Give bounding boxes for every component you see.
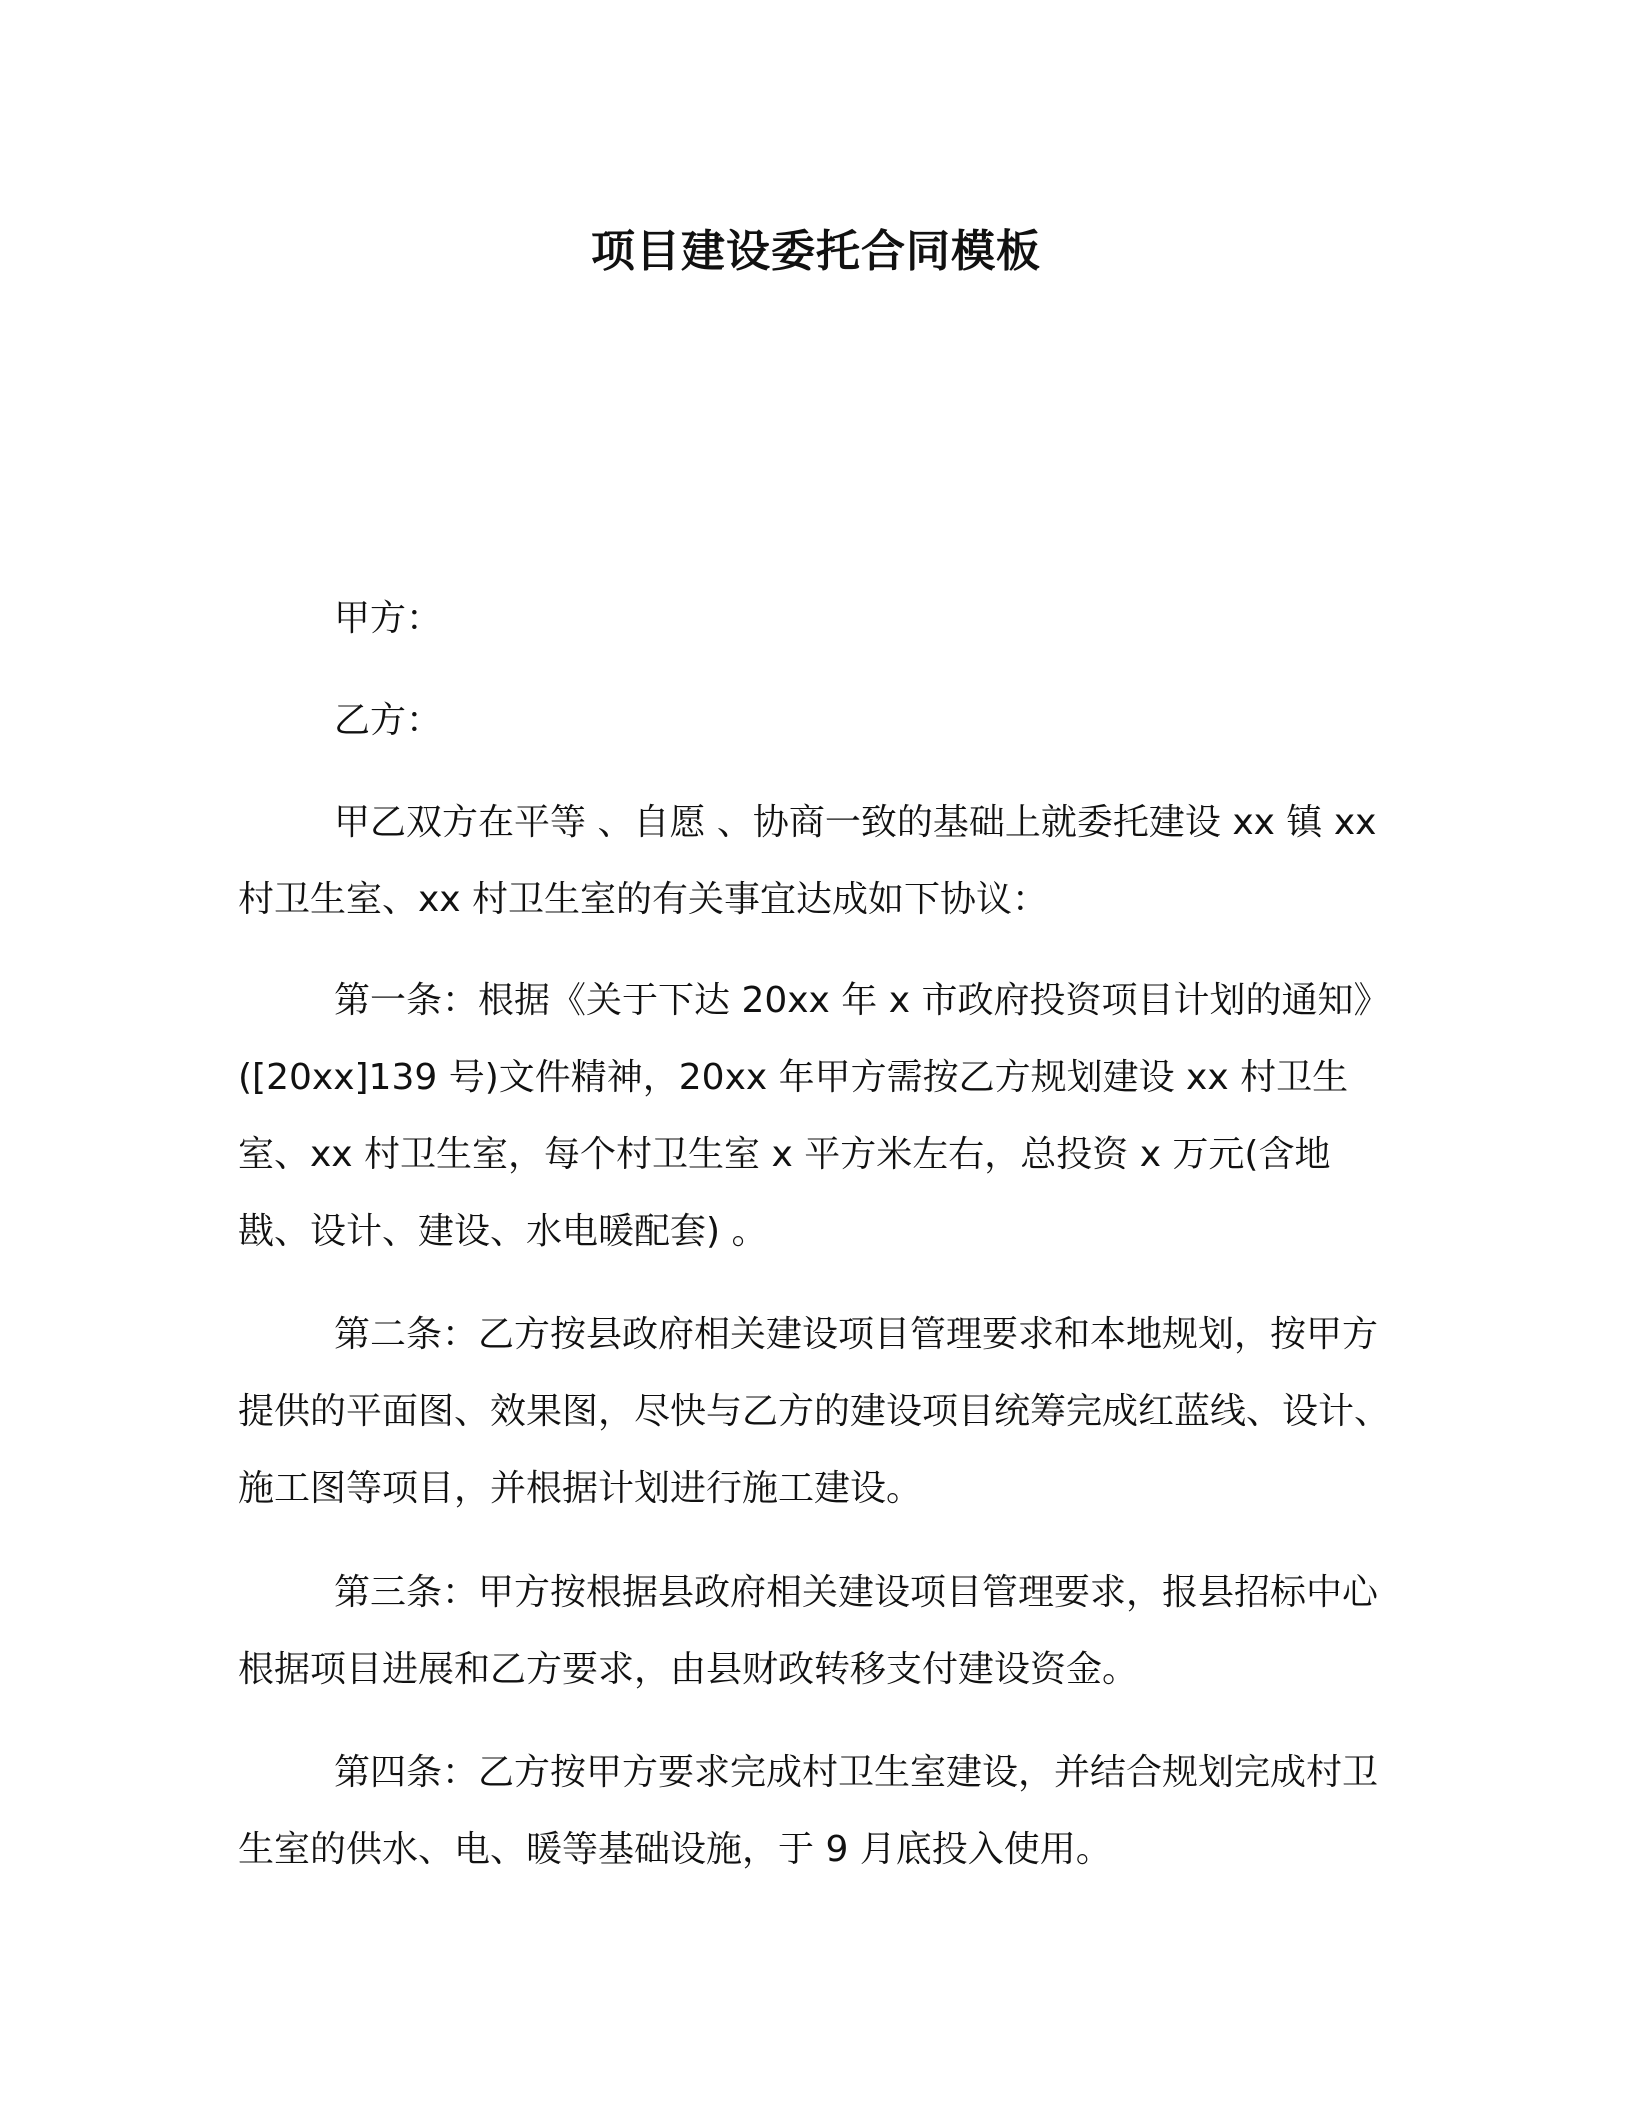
article-4: 第四条：乙方按甲方要求完成村卫生室建设，并结合规划完成村卫生室的供水、电、暖等基础设施，于 9 月底投入使用。 — [238, 1752, 1379, 1870]
party-a-line: 甲方： — [334, 598, 443, 639]
article-1: 第一条：根据《关于下达 20xx 年 x 市政府投资项目计划的通知》([20xx]139 号)文件精神，20xx 年甲方需按乙方规划建设 xx 村卫生室、xx 村卫生室，每个村卫生室 x 平方米左右，总投资 x 万元(含地戡、设计、建设、水电暖配套) 。 — [238, 980, 1390, 1252]
intro-paragraph: 甲乙双方在平等 、自愿 、协商一致的基础上就委托建设 xx 镇 xx 村卫生室、xx 村卫生室的有关事宜达成如下协议： — [238, 802, 1377, 920]
document-title: 项目建设委托合同模板 — [591, 226, 1041, 277]
party-b-line: 乙方： — [334, 700, 443, 741]
article-2: 第二条：乙方按县政府相关建设项目管理要求和本地规划，按甲方提供的平面图、效果图，尽快与乙方的建设项目统筹完成红蓝线、设计、施工图等项目，并根据计划进行施工建设。 — [238, 1314, 1391, 1509]
article-3: 第三条：甲方按根据县政府相关建设项目管理要求，报县招标中心根据项目进展和乙方要求，由县财政转移支付建设资金。 — [238, 1572, 1379, 1690]
